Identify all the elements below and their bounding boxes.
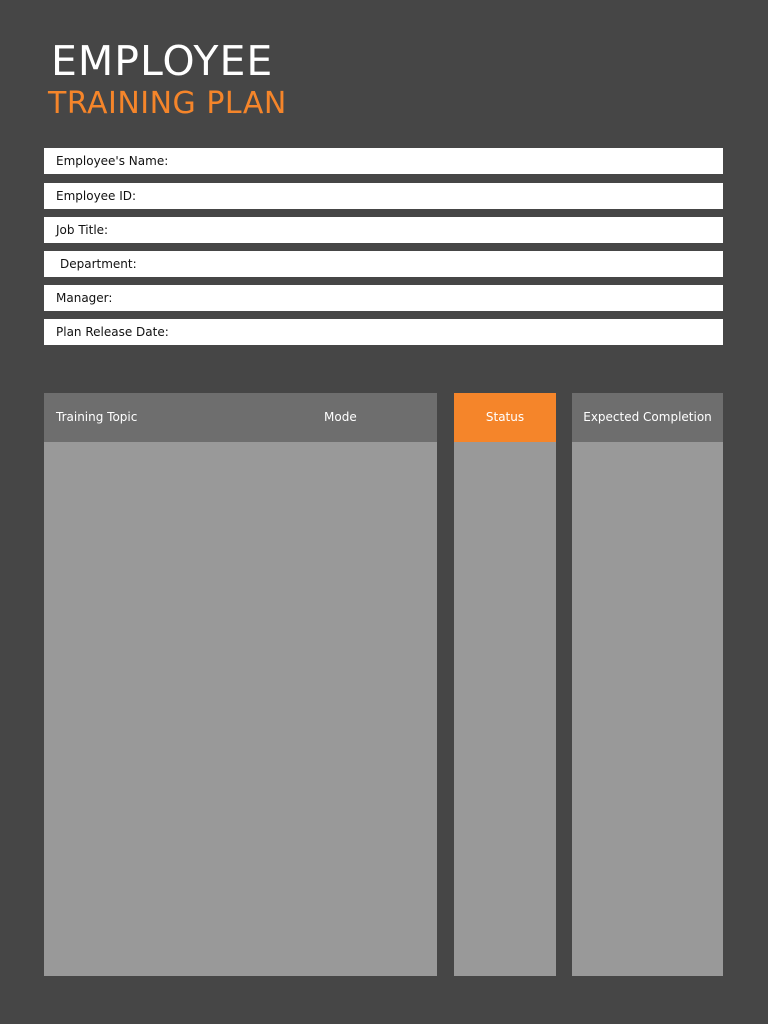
- topic-mode-header: [44, 393, 437, 442]
- status-header-label: Status: [485, 410, 525, 424]
- job-title-field[interactable]: [44, 217, 723, 243]
- plan-release-date-label: Plan Release Date:: [56, 325, 169, 339]
- training-topic-header: Training Topic: [56, 410, 138, 424]
- page-subtitle: TRAINING PLAN: [48, 86, 287, 121]
- employee-name-field[interactable]: [44, 148, 723, 174]
- manager-label: Manager:: [56, 291, 113, 305]
- topic-mode-body[interactable]: [44, 442, 437, 976]
- topic-mode-column: [44, 393, 437, 976]
- status-header: [454, 393, 556, 442]
- plan-release-date-field[interactable]: [44, 319, 723, 345]
- employee-id-label: Employee ID:: [56, 189, 137, 203]
- status-body[interactable]: [454, 442, 556, 976]
- manager-field[interactable]: [44, 285, 723, 311]
- completion-body[interactable]: [572, 442, 723, 976]
- employee-id-field[interactable]: [44, 183, 723, 209]
- employee-name-label: Employee's Name:: [56, 154, 169, 168]
- completion-header: [572, 393, 723, 442]
- department-field[interactable]: [44, 251, 723, 277]
- mode-header: Mode: [324, 410, 357, 424]
- department-label: Department:: [60, 257, 137, 271]
- completion-column: [572, 393, 723, 976]
- page-title: EMPLOYEE: [51, 37, 274, 85]
- status-column: [454, 393, 556, 976]
- expected-completion-header-label: Expected Completion: [583, 410, 712, 424]
- job-title-label: Job Title:: [56, 223, 109, 237]
